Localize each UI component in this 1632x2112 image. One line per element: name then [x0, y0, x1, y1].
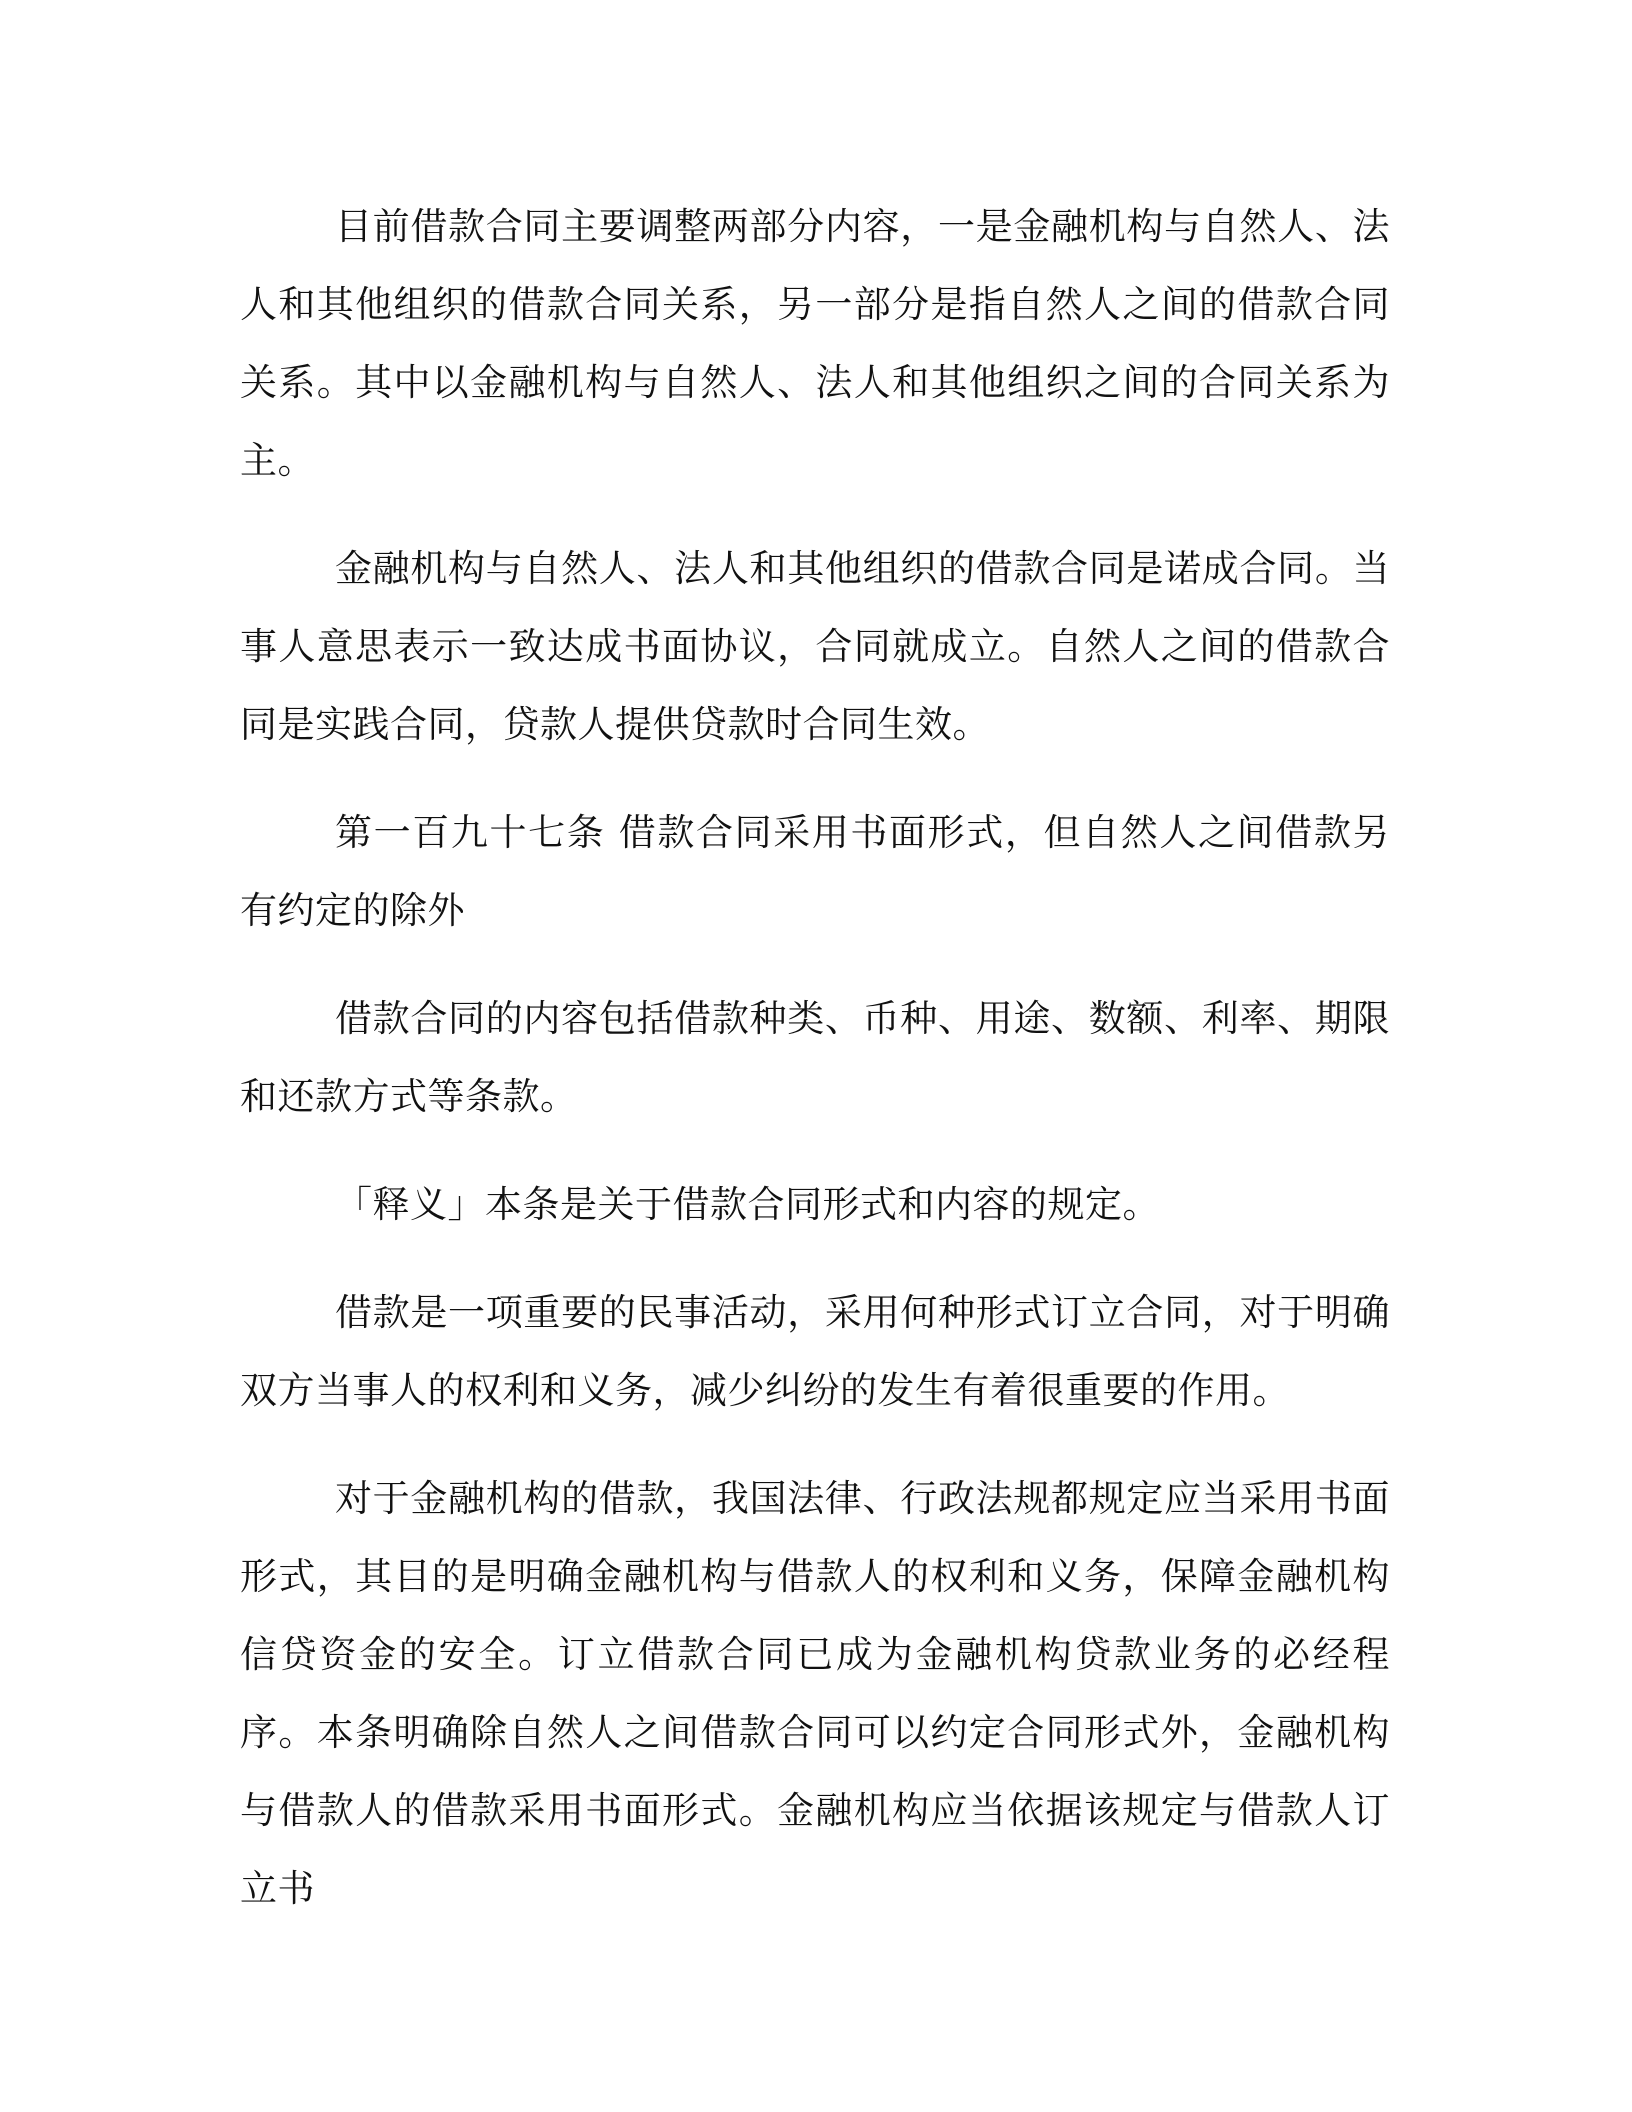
paragraph-6: 借款是一项重要的民事活动，采用何种形式订立合同，对于明确双方当事人的权利和义务，减少纠纷的发生有着很重要的作用。 — [240, 1291, 1390, 1412]
document-body — [240, 188, 1390, 1928]
paragraph-5: 「释义」本条是关于借款合同形式和内容的规定。 — [335, 1183, 1160, 1226]
paragraph-1: 目前借款合同主要调整两部分内容，一是金融机构与自然人、法人和其他组织的借款合同关系，另一部分是指自然人之间的借款合同关系。其中以金融机构与自然人、法人和其他组织之间的合同关系为主。 — [240, 205, 1390, 482]
paragraph-7: 对于金融机构的借款，我国法律、行政法规都规定应当采用书面形式，其目的是明确金融机构与借款人的权利和义务，保障金融机构信贷资金的安全。订立借款合同已成为金融机构贷款业务的必经程序。本条明确除自然人之间借款合同可以约定合同形式外，金融机构与借款人的借款采用书面形式。金融机构应当依据该规定与借款人订立书 — [240, 1477, 1390, 1910]
paragraph-3: 第一百九十七条 借款合同采用书面形式，但自然人之间借款另有约定的除外 — [240, 811, 1390, 932]
paragraph-4: 借款合同的内容包括借款种类、币种、用途、数额、利率、期限和还款方式等条款。 — [240, 997, 1390, 1118]
paragraph-2: 金融机构与自然人、法人和其他组织的借款合同是诺成合同。当事人意思表示一致达成书面协议，合同就成立。自然人之间的借款合同是实践合同，贷款人提供贷款时合同生效。 — [240, 547, 1390, 746]
